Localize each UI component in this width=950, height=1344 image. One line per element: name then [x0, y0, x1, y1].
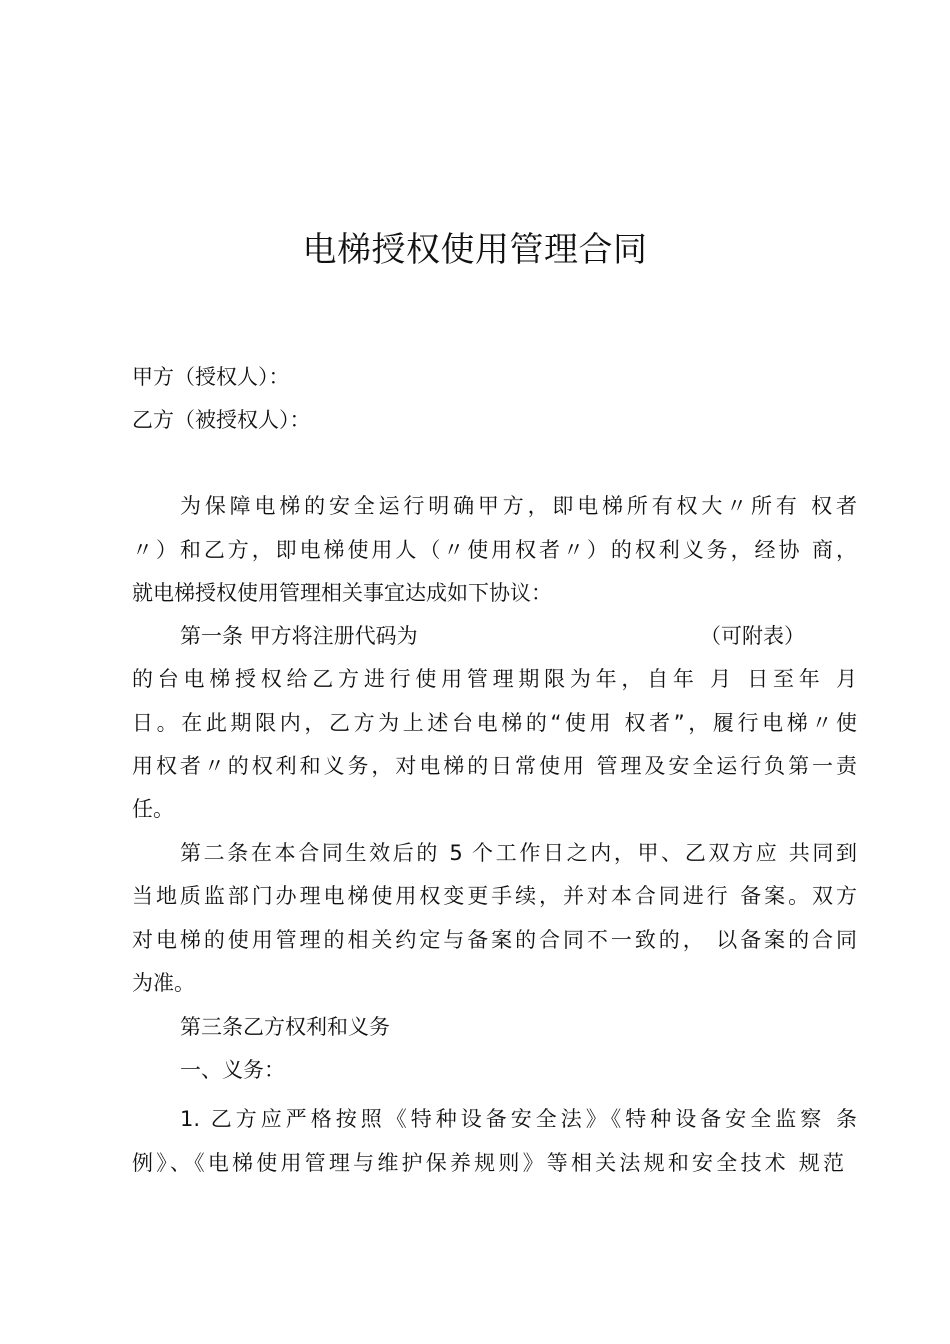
article3-heading: 第三条乙方权利和义务 [180, 1015, 390, 1039]
article2-line-2: 当地质监部门办理电梯使用权变更手续，并对本合同进行 备案。双方 [132, 884, 857, 908]
article2-line-4: 为准。 [132, 971, 195, 995]
preamble-line-2: 〃）和乙方，即电梯使用人（〃使用权者〃）的权利义务，经协 商， [132, 538, 857, 562]
article3-line-1: 1. 乙方应严格按照《特种设备安全法》《特种设备安全监察 条 [180, 1107, 857, 1131]
article1-line-5: 任。 [132, 797, 174, 821]
document-title: 电梯授权使用管理合同 [302, 230, 648, 270]
article1-first-line: 第一条 甲方将注册代码为 [180, 624, 418, 648]
article1-attachment-note: （可附表） [700, 624, 805, 648]
article1-line-3: 日。在此期限内，乙方为上述台电梯的“使用 权者”，履行电梯〃使 [132, 711, 857, 735]
preamble-line-3: 就电梯授权使用管理相关事宜达成如下协议： [132, 581, 552, 605]
article1-line-4: 用权者〃的权利和义务，对电梯的日常使用 管理及安全运行负第一责 [132, 754, 857, 778]
article2-line-1: 第二条在本合同生效后的 5 个工作日之内，甲、乙双方应 共同到 [180, 841, 857, 865]
preamble-line-1: 为保障电梯的安全运行明确甲方，即电梯所有权大〃所有 权者 [180, 494, 857, 518]
article3-subheading: 一、义务： [180, 1058, 285, 1082]
party-a-label: 甲方（授权人）： [132, 365, 290, 389]
party-b-label: 乙方（被授权人）： [132, 408, 311, 432]
article1-line-2: 的台电梯授权给乙方进行使用管理期限为年，自年 月 日至年 月 [132, 667, 857, 691]
article2-line-3: 对电梯的使用管理的相关约定与备案的合同不一致的， 以备案的合同 [132, 928, 857, 952]
article3-line-2: 例》、《电梯使用管理与维护保养规则》等相关法规和安全技术 规范 [132, 1151, 844, 1175]
